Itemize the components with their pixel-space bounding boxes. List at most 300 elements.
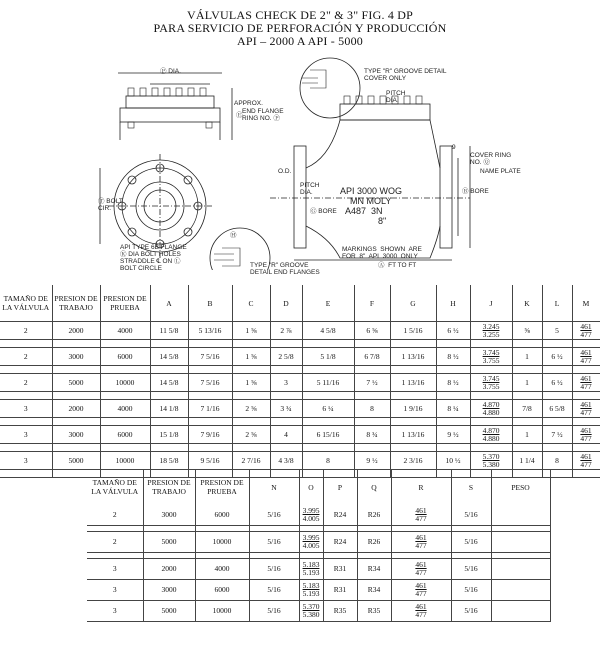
table-cell: 10000 <box>195 601 249 622</box>
table-cell-value: 4.870 <box>482 425 500 435</box>
table-spacer-cell <box>390 444 436 452</box>
table-bottom-body <box>87 505 550 622</box>
table-cell: 5/16 <box>249 505 299 526</box>
table-cell: 3 <box>270 374 302 392</box>
front-flange-circle <box>108 154 212 258</box>
table-spacer-cell <box>436 418 470 426</box>
table-cell-value: 5.183 <box>302 581 320 590</box>
table-header-row <box>87 469 550 505</box>
table-spacer-cell <box>150 444 188 452</box>
table-cell-value: 3.245 <box>482 321 500 331</box>
table-spacer-cell <box>572 392 600 400</box>
table-cell: 5/16 <box>451 532 491 553</box>
table-cell <box>299 505 323 526</box>
col-header: G <box>390 285 436 322</box>
table-cell: 6 ½ <box>542 374 572 392</box>
mn-moly-marking: MN MOLY <box>350 196 392 206</box>
table-cell <box>491 505 550 526</box>
col-header: Q <box>357 469 391 505</box>
table-spacer-cell <box>302 340 354 348</box>
table-cell: 14 5/8 <box>150 348 188 366</box>
table-spacer-cell <box>0 340 52 348</box>
table-cell: 3000 <box>52 348 100 366</box>
table-cell: 2000 <box>52 400 100 418</box>
table-cell: 1 ⅝ <box>232 322 270 340</box>
table-cell-value: 3.995 <box>302 533 320 542</box>
table-spacer-cell <box>390 366 436 374</box>
table-cell: 5 13/16 <box>188 322 232 340</box>
table-cell: 10000 <box>100 374 150 392</box>
table-spacer-cell <box>232 392 270 400</box>
table-cell: 3000 <box>143 505 195 526</box>
table-cell-value: 4.005 <box>302 514 320 523</box>
table-cell: 3 <box>0 452 52 470</box>
table-cell <box>572 374 600 392</box>
table-cell-value: 3.745 <box>482 347 500 357</box>
table-cell: 1 <box>512 426 542 444</box>
col-header: TAMAÑO DE LA VÁLVULA <box>87 469 143 505</box>
table-cell: 5/16 <box>451 601 491 622</box>
col-header: L <box>542 285 572 322</box>
table-spacer-cell <box>470 340 512 348</box>
table-spacer-cell <box>150 418 188 426</box>
col-header: PESO <box>491 469 550 505</box>
table-spacer-cell <box>572 418 600 426</box>
table-cell: 7 1/16 <box>188 400 232 418</box>
table-cell: 3 <box>87 559 143 580</box>
table-cell-value: 461 <box>415 533 427 542</box>
table-cell: 2 7/16 <box>232 452 270 470</box>
table-cell: 2 ⅝ <box>232 426 270 444</box>
table-spacer-cell <box>542 340 572 348</box>
api-flange-label: API TYPE 6B FLANGE Ⓚ DIA BOLT HOLES STRADDLE ℄ ON Ⓛ BOLT CIRCLE <box>120 244 187 272</box>
table-cell-value: 477 <box>580 355 592 365</box>
table-cell: ⅝ <box>512 322 542 340</box>
table-cell: R24 <box>323 532 357 553</box>
table-cell: 5000 <box>143 532 195 553</box>
table-row <box>87 505 550 526</box>
col-header: K <box>512 285 542 322</box>
table-cell-value: 477 <box>415 589 427 598</box>
table-spacer-cell <box>188 418 232 426</box>
table-cell: 6000 <box>100 348 150 366</box>
table-row <box>87 559 550 580</box>
table-cell: R35 <box>357 601 391 622</box>
table-cell: 5000 <box>52 452 100 470</box>
table-cell: 14 1/8 <box>150 400 188 418</box>
table-row <box>0 452 600 470</box>
table-cell-value: 4.005 <box>302 541 320 550</box>
table-spacer-cell <box>512 418 542 426</box>
table-spacer-cell <box>470 418 512 426</box>
table-spacer-cell <box>100 340 150 348</box>
table-cell-value: 4.870 <box>482 399 500 409</box>
col-header: S <box>451 469 491 505</box>
table-spacer-cell <box>512 366 542 374</box>
table-cell: 3 ¾ <box>270 400 302 418</box>
table-spacer-cell <box>390 340 436 348</box>
api-3000-marking: API 3000 WOG <box>340 186 403 196</box>
valve-body-side <box>270 96 470 260</box>
table-cell <box>391 580 451 601</box>
table-spacer-cell <box>188 340 232 348</box>
table-cell: 5/16 <box>249 559 299 580</box>
table-cell: 5000 <box>143 601 195 622</box>
table-cell <box>491 580 550 601</box>
col-header: N <box>249 469 299 505</box>
table-row <box>0 426 600 444</box>
table-cell: 11 5/8 <box>150 322 188 340</box>
table-cell: 8 ½ <box>436 348 470 366</box>
table-cell: 8 ¼ <box>436 400 470 418</box>
table-cell: 7 ½ <box>354 374 390 392</box>
table-cell-value: 3.755 <box>482 355 500 365</box>
table-cell: 4 3/8 <box>270 452 302 470</box>
table-spacer-cell <box>0 392 52 400</box>
table-cell: 1 5/16 <box>390 322 436 340</box>
table-spacer-cell <box>232 340 270 348</box>
table-cell: 6000 <box>195 505 249 526</box>
table-cell-value: 477 <box>580 329 592 339</box>
table-spacer-cell <box>232 444 270 452</box>
table-cell-value: 3.995 <box>302 506 320 515</box>
table-cell: 3 <box>87 601 143 622</box>
table-spacer-row <box>0 444 600 452</box>
table-spacer-cell <box>52 340 100 348</box>
table-cell: 3000 <box>143 580 195 601</box>
table-cell <box>572 426 600 444</box>
col-header: A <box>150 285 188 322</box>
table-cell-value: 461 <box>580 321 592 331</box>
table-cell: 9 ½ <box>436 426 470 444</box>
table-spacer-row <box>0 340 600 348</box>
table-cell: 1 9/16 <box>390 400 436 418</box>
col-header: PRESION DE TRABAJO <box>52 285 100 322</box>
table-spacer-cell <box>542 418 572 426</box>
table-cell: 8 ¾ <box>354 426 390 444</box>
table-spacer-cell <box>52 444 100 452</box>
table-spacer-cell <box>436 340 470 348</box>
table-cell-value: 3.255 <box>482 329 500 339</box>
table-cell: R26 <box>357 505 391 526</box>
table-cell-value: 3.755 <box>482 381 500 391</box>
od-label: O.D. <box>278 168 292 175</box>
table-spacer-cell <box>150 392 188 400</box>
table-spacer-cell <box>572 444 600 452</box>
table-spacer-cell <box>436 366 470 374</box>
table-cell: 7 5/16 <box>188 374 232 392</box>
table-cell: 5/16 <box>451 559 491 580</box>
table-cell: 8 <box>302 452 354 470</box>
nine-label: 9 <box>452 144 456 151</box>
table-cell <box>572 322 600 340</box>
table-spacer-cell <box>188 366 232 374</box>
table-cell: 5/16 <box>249 580 299 601</box>
table-spacer-cell <box>100 418 150 426</box>
table-cell <box>391 601 451 622</box>
table-cell <box>470 400 512 418</box>
table-cell-value: 5.370 <box>302 602 320 611</box>
table-spacer-cell <box>512 340 542 348</box>
table-cell <box>299 559 323 580</box>
table-cell <box>299 532 323 553</box>
table-cell: 6 15/16 <box>302 426 354 444</box>
approx-label: APPROX. <box>234 100 263 107</box>
table-spacer-cell <box>470 392 512 400</box>
table-cell: 7 9/16 <box>188 426 232 444</box>
table-cell-value: 4.880 <box>482 407 500 417</box>
table-cell: R31 <box>323 580 357 601</box>
table-spacer-cell <box>470 366 512 374</box>
table-cell: 3 <box>0 400 52 418</box>
g-bore-label: Ⓖ BORE <box>310 208 337 215</box>
table-spacer-cell <box>436 444 470 452</box>
table-cell-value: 477 <box>415 541 427 550</box>
table-cell-value: 5.380 <box>482 459 500 469</box>
table-cell-value: 4.880 <box>482 433 500 443</box>
table-cell: 5 <box>542 322 572 340</box>
table-cell-value: 461 <box>415 506 427 515</box>
table-cell: R24 <box>323 505 357 526</box>
table-cell: 9 ½ <box>354 452 390 470</box>
col-header: J <box>470 285 512 322</box>
table-cell: 4000 <box>100 400 150 418</box>
markings-note: MARKINGS SHOWN ARE FOR 8" API 3000 ONLY <box>342 246 422 260</box>
table-cell-value: 5.193 <box>302 589 320 598</box>
table-cell: 6 ⅝ <box>354 322 390 340</box>
table-cell: 3 <box>87 580 143 601</box>
table-cell <box>572 348 600 366</box>
table-cell: 2 3/16 <box>390 452 436 470</box>
table-cell-value: 5.370 <box>482 451 500 461</box>
table-cell <box>470 322 512 340</box>
table-cell: 2 5/8 <box>270 348 302 366</box>
table-cell: 1 <box>512 374 542 392</box>
table-cell: 7 ½ <box>542 426 572 444</box>
table-cell <box>491 532 550 553</box>
table-spacer-cell <box>188 392 232 400</box>
col-header: B <box>188 285 232 322</box>
pitch-dia-2-label: PITCH DIA. <box>300 182 320 196</box>
table-spacer-cell <box>270 392 302 400</box>
table-cell <box>391 505 451 526</box>
table-cell: 2 <box>0 322 52 340</box>
table-spacer-cell <box>150 340 188 348</box>
table-spacer-cell <box>100 392 150 400</box>
table-cell: 2 <box>0 374 52 392</box>
table-cell: 4000 <box>100 322 150 340</box>
table-cell-value: 477 <box>580 381 592 391</box>
groove-r-bottom-label: TYPE "R" GROOVE DETAIL END FLANGES <box>250 262 320 276</box>
table-cell-value: 477 <box>415 610 427 619</box>
table-cell <box>391 532 451 553</box>
table-cell-value: 477 <box>580 407 592 417</box>
table-cell <box>572 400 600 418</box>
title-line-1: VÁLVULAS CHECK DE 2" & 3" FIG. 4 DP <box>186 8 414 22</box>
table-cell: 7 5/16 <box>188 348 232 366</box>
table-cell: 2000 <box>52 322 100 340</box>
table-cell-value: 461 <box>580 347 592 357</box>
table-cell: 2 <box>0 348 52 366</box>
table-spacer-cell <box>270 444 302 452</box>
table-cell: 2 ⅝ <box>232 400 270 418</box>
table-cell: 10000 <box>195 532 249 553</box>
h-label: Ⓗ <box>230 232 237 239</box>
table-cell: R26 <box>357 532 391 553</box>
t-bolt-cir-label: Ⓣ BOLT CIR. <box>98 198 123 212</box>
table-spacer-cell <box>0 444 52 452</box>
col-header: O <box>299 469 323 505</box>
table-cell: 6 7/8 <box>354 348 390 366</box>
table-spacer-cell <box>542 392 572 400</box>
table-cell-value: 3.745 <box>482 373 500 383</box>
table-cell <box>572 452 600 470</box>
table-cell: 1 ⅝ <box>232 348 270 366</box>
table-spacer-cell <box>302 392 354 400</box>
top-flange-view <box>120 84 220 140</box>
a-ft-to-ft-label: Ⓐ FT TO FT <box>378 262 417 269</box>
table-row <box>87 580 550 601</box>
table-cell: 18 5/8 <box>150 452 188 470</box>
table-cell: 8 <box>354 400 390 418</box>
col-header: R <box>391 469 451 505</box>
table-cell: 1 ⅝ <box>232 374 270 392</box>
table-spacer-cell <box>270 418 302 426</box>
table-spacer-cell <box>270 366 302 374</box>
table-cell <box>299 601 323 622</box>
table-cell <box>491 601 550 622</box>
col-header: E <box>302 285 354 322</box>
table-cell-value: 477 <box>415 514 427 523</box>
table-cell-value: 5.183 <box>302 560 320 569</box>
dimensions-table-bottom <box>87 469 551 622</box>
table-cell: 4 <box>270 426 302 444</box>
title-line-3: API – 2000 A API - 5000 <box>237 34 363 48</box>
table-cell: 5/16 <box>451 580 491 601</box>
table-cell-value: 477 <box>580 433 592 443</box>
table-spacer-cell <box>100 444 150 452</box>
table-cell-value: 461 <box>415 581 427 590</box>
table-cell: 10 ½ <box>436 452 470 470</box>
table-cell: 5/16 <box>249 532 299 553</box>
table-cell: 5 1/8 <box>302 348 354 366</box>
table-cell: 6 ½ <box>542 348 572 366</box>
table-cell-value: 461 <box>415 602 427 611</box>
table-spacer-cell <box>150 366 188 374</box>
table-cell: 4 5/8 <box>302 322 354 340</box>
table-spacer-cell <box>52 418 100 426</box>
table-cell: 2 ⅞ <box>270 322 302 340</box>
table-cell: 6 ½ <box>436 322 470 340</box>
table-cell: 2000 <box>143 559 195 580</box>
groove-r-top-label: TYPE "R" GROOVE DETAIL COVER ONLY <box>364 68 447 82</box>
table-spacer-cell <box>270 340 302 348</box>
table-cell <box>470 374 512 392</box>
col-header: D <box>270 285 302 322</box>
col-header: TAMAÑO DE LA VÁLVULA <box>0 285 52 322</box>
col-header: H <box>436 285 470 322</box>
table-cell: 2 <box>87 532 143 553</box>
table-cell: 10000 <box>100 452 150 470</box>
table-cell-value: 477 <box>580 459 592 469</box>
table-top-body <box>0 322 600 478</box>
table-spacer-cell <box>572 366 600 374</box>
cover-ring-label: COVER RING NO. Ⓠ <box>470 152 512 166</box>
table-cell <box>470 452 512 470</box>
table-cell: 8 <box>542 452 572 470</box>
valve-technical-drawing <box>0 48 600 276</box>
table-cell: 1 13/16 <box>390 348 436 366</box>
table-cell: 7/8 <box>512 400 542 418</box>
table-cell: 6 5/8 <box>542 400 572 418</box>
table-cell: R31 <box>323 559 357 580</box>
table-spacer-cell <box>0 418 52 426</box>
table-cell: R35 <box>323 601 357 622</box>
table-row <box>87 532 550 553</box>
table-spacer-cell <box>436 392 470 400</box>
table-row <box>0 400 600 418</box>
table-cell-value: 461 <box>415 560 427 569</box>
table-cell: 6000 <box>195 580 249 601</box>
table-spacer-cell <box>354 392 390 400</box>
table-spacer-cell <box>354 340 390 348</box>
table-spacer-row <box>0 366 600 374</box>
a487-marking: A487 3N <box>345 206 383 216</box>
col-header: C <box>232 285 270 322</box>
table-cell <box>491 559 550 580</box>
table-cell: 3000 <box>52 426 100 444</box>
table-spacer-cell <box>0 470 52 478</box>
table-cell <box>470 426 512 444</box>
table-cell: 5000 <box>52 374 100 392</box>
col-header: PRESION DE PRUEBA <box>195 469 249 505</box>
table-row <box>87 601 550 622</box>
groove-detail-top <box>300 58 360 118</box>
table-cell: 5 11/16 <box>302 374 354 392</box>
table-spacer-cell <box>354 418 390 426</box>
table-cell: 5/16 <box>249 601 299 622</box>
table-row <box>0 322 600 340</box>
table-cell: 9 5/16 <box>188 452 232 470</box>
table-spacer-cell <box>512 392 542 400</box>
table-spacer-cell <box>390 392 436 400</box>
dimensions-table-top <box>0 285 600 478</box>
table-spacer-cell <box>52 392 100 400</box>
table-header-row <box>0 285 600 322</box>
table-spacer-cell <box>302 418 354 426</box>
table-spacer-cell <box>100 366 150 374</box>
end-flange-ring-label: END FLANGE RING NO. Ⓟ <box>242 108 284 122</box>
col-header: F <box>354 285 390 322</box>
table-spacer-cell <box>188 444 232 452</box>
table-spacer-cell <box>470 444 512 452</box>
table-cell-value: 461 <box>580 373 592 383</box>
p-dia-label: Ⓟ DIA. <box>160 68 181 75</box>
table-cell: 1 13/16 <box>390 374 436 392</box>
table-spacer-cell <box>302 444 354 452</box>
col-header: PRESION DE PRUEBA <box>100 285 150 322</box>
table-spacer-cell <box>542 444 572 452</box>
table-cell: 1 1/4 <box>512 452 542 470</box>
table-spacer-cell <box>0 366 52 374</box>
table-spacer-cell <box>354 444 390 452</box>
table-spacer-cell <box>572 340 600 348</box>
table-cell <box>391 559 451 580</box>
table-spacer-cell <box>390 418 436 426</box>
table-row <box>0 374 600 392</box>
table-cell: 2 <box>87 505 143 526</box>
e-label: Ⓔ <box>236 112 243 119</box>
